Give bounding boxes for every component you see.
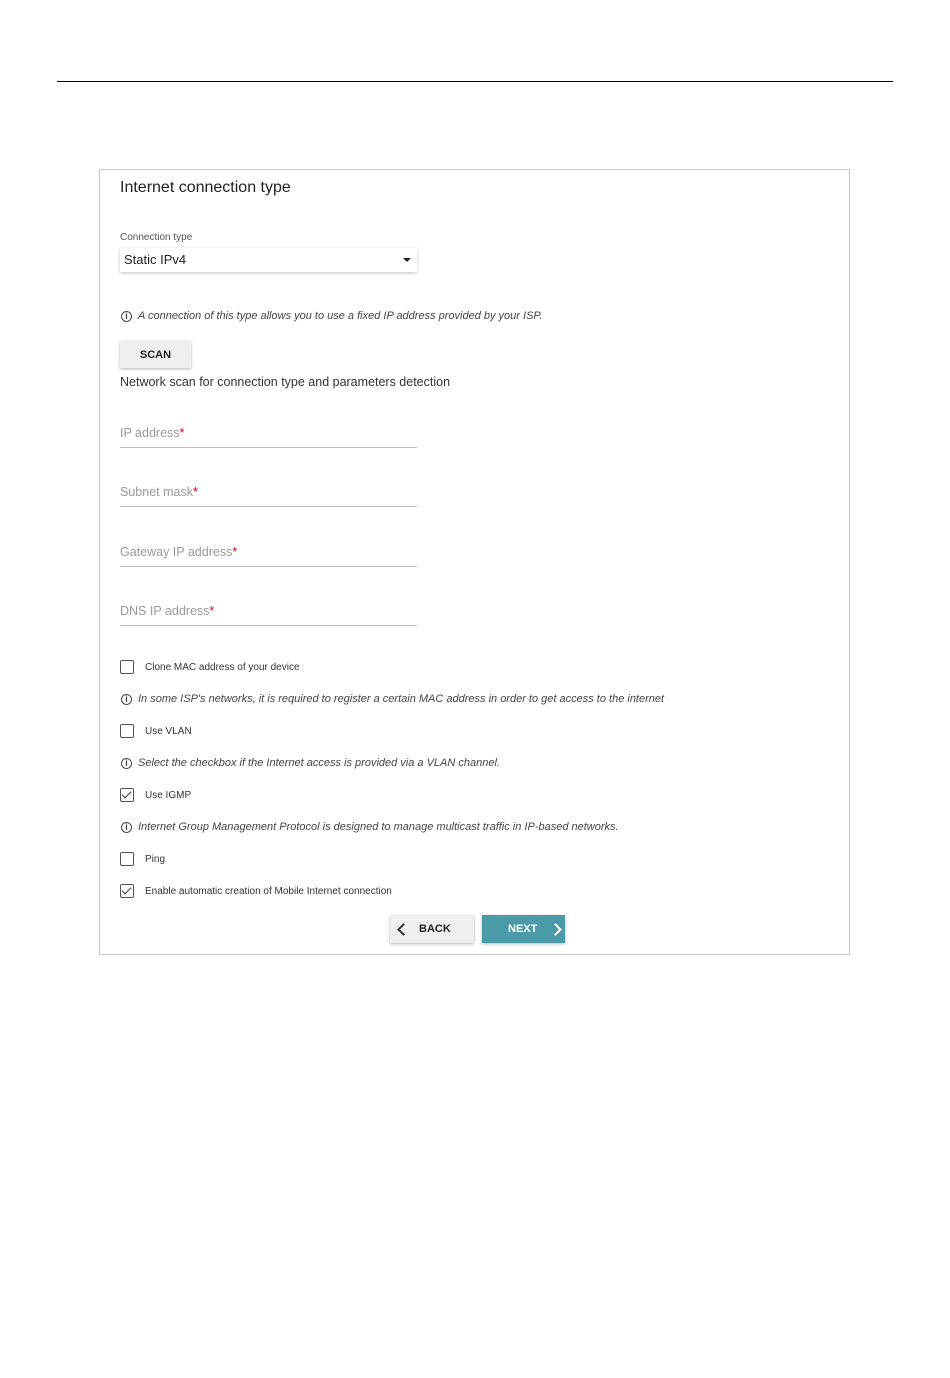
back-button[interactable] (390, 915, 474, 943)
connection-type-info (121, 310, 542, 322)
caret-down-icon (403, 258, 411, 262)
igmp-info (121, 821, 619, 833)
required-mark: * (209, 604, 215, 618)
info-text: A connection of this type allows you to use a fixed IP address provided by your ISP. (138, 310, 543, 322)
mobile-internet-label: Enable automatic creation of Mobile Internet connection (145, 885, 392, 897)
scan-button[interactable]: SCAN (120, 341, 191, 368)
igmp-checkbox[interactable] (120, 788, 134, 802)
vlan-label: Use VLAN (145, 725, 192, 737)
connection-type-select[interactable] (120, 248, 417, 272)
info-text: In some ISP's networks, it is required to register a certain MAC address in order to get access to the internet (138, 693, 665, 705)
ip-address-field[interactable] (120, 426, 417, 448)
chevron-left-icon (397, 923, 410, 936)
dns-ip-field[interactable] (120, 604, 417, 626)
scan-description: Network scan for connection type and parameters detection (120, 375, 451, 389)
info-text: Select the checkbox if the Internet access is provided via a VLAN channel. (138, 757, 500, 769)
subnet-mask-field[interactable] (120, 485, 417, 507)
next-button[interactable] (482, 915, 565, 943)
info-icon: i (121, 694, 132, 705)
clone-mac-checkbox[interactable] (120, 660, 134, 674)
gateway-ip-field[interactable] (120, 545, 417, 567)
clone-mac-label: Clone MAC address of your device (145, 661, 300, 673)
ping-checkbox[interactable] (120, 852, 134, 866)
panel-title: Internet connection type (120, 179, 291, 196)
mobile-internet-option[interactable] (120, 884, 392, 898)
dns-ip-placeholder: DNS IP address (120, 604, 210, 618)
required-mark: * (232, 545, 238, 559)
clone-mac-option[interactable] (120, 660, 300, 674)
info-icon: i (121, 311, 132, 322)
ping-option[interactable] (120, 852, 165, 866)
info-icon: i (121, 758, 132, 769)
clone-mac-info (121, 693, 664, 705)
chevron-right-icon (549, 923, 562, 936)
igmp-option[interactable] (120, 788, 191, 802)
connection-type-value: Static IPv4 (124, 252, 187, 267)
info-text: Internet Group Management Protocol is designed to manage multicast traffic in IP-based networks. (138, 821, 619, 833)
mobile-internet-checkbox[interactable] (120, 884, 134, 898)
gateway-ip-placeholder: Gateway IP address (120, 545, 233, 559)
igmp-label: Use IGMP (145, 789, 192, 801)
connection-type-panel (99, 169, 850, 955)
header-divider (57, 81, 893, 82)
required-mark: * (179, 426, 185, 440)
next-label: NEXT (508, 923, 538, 935)
info-icon: i (121, 822, 132, 833)
vlan-option[interactable] (120, 724, 192, 738)
required-mark: * (192, 485, 198, 499)
vlan-info (121, 757, 500, 769)
ip-address-placeholder: IP address (120, 426, 180, 440)
subnet-mask-placeholder: Subnet mask (120, 485, 193, 499)
vlan-checkbox[interactable] (120, 724, 134, 738)
ping-label: Ping (145, 853, 166, 865)
connection-type-label: Connection type (120, 232, 193, 243)
back-label: BACK (419, 923, 451, 935)
